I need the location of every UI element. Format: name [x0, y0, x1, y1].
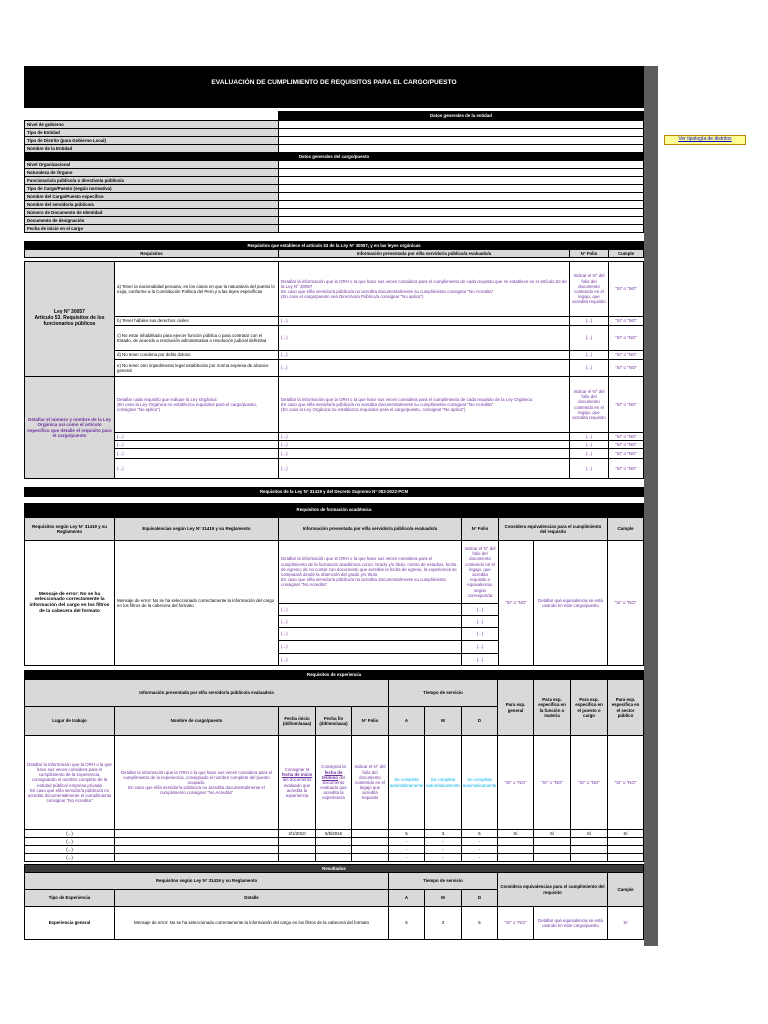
col-fecha-fin: Fecha fin (dd/mm/aaaa) [315, 706, 352, 736]
lugar-cell[interactable]: (...) [24, 829, 115, 838]
folio-instruction[interactable]: Indicar el N° del folio del documento contenido en el legajo que acredita requisito [351, 735, 389, 830]
folio-instruction[interactable]: (...) [569, 458, 609, 479]
cumple-value[interactable]: "SI" o "NO" [608, 359, 644, 377]
detalle-error-message: Mensaje de error: No se ha seleccionado correctamente la información del cargo en los filtros de la cabecera del formato [114, 906, 389, 940]
col-detalle: Detalle [114, 889, 389, 907]
folio-instruction[interactable]: (...) [569, 448, 609, 459]
col-tiempo: Tiempo de servicio [388, 872, 498, 890]
fecha-inicio-cell[interactable] [278, 853, 316, 862]
cumple-value[interactable]: "SI" o "NO" [608, 448, 644, 459]
anos-auto: Se completa automáticamente [388, 735, 425, 830]
folio-instruction[interactable]: Indicar el N° del folio del documento contenido en el legajo, que acredita requisito [569, 376, 609, 433]
exp-general-cell[interactable]: Sí [497, 829, 534, 838]
exp-puesto-value[interactable]: "SI" o "NO" [570, 735, 608, 830]
anos-cell: - [388, 853, 425, 862]
col-requisitos: Requisitos según Ley N° 31419 y su Reglamento [24, 517, 115, 541]
law30057-header: Requisitos que establece el artículo 53 de la Ley N° 30057, y en las leyes orgánicas [24, 241, 644, 250]
col-requisitos: Requisitos [24, 249, 279, 258]
exp-materia-value[interactable]: "SI" o "NO" [533, 735, 571, 830]
cumple-value[interactable]: "SI" o "NO" [608, 316, 644, 326]
field-label: Funcionario/a público/a o directivo/a público/a [24, 176, 279, 185]
cumple-value[interactable]: "SI" o "NO" [608, 325, 644, 351]
law31419-header: Requisitos de la Ley N° 31419 y del Decreto Supremo N° 053-2022-PCM [24, 487, 644, 497]
folio-instruction[interactable]: (...) [569, 350, 609, 360]
experiencia-header: Requisitos de experiencia [24, 670, 644, 680]
folio-instruction[interactable]: (...) [569, 325, 609, 351]
cumple-value[interactable]: "SI" o "NO" [608, 261, 644, 317]
col-cumple: Cumple [607, 517, 644, 541]
nombre-cell[interactable] [114, 853, 279, 862]
requirement: a) Tener la nacionalidad peruana, en los casos en que la naturaleza del puesto lo exija, conforme a la Constitución Política del Perú y a las leyes específicas [114, 261, 279, 317]
cumple-value[interactable]: "SI" o "NO" [608, 458, 644, 479]
exp-puesto-cell[interactable]: Sí [570, 829, 608, 838]
col-tipo-experiencia: Tipo de Experiencia [24, 889, 115, 907]
exp-materia-cell[interactable]: Sí [533, 829, 571, 838]
page-title: EVALUACIÓN DE CUMPLIMIENTO DE REQUISITOS PARA EL CARGO/PUESTO [211, 79, 457, 86]
dias-cell: - [461, 853, 498, 862]
folio-instruction[interactable]: Indicar el N° del folio del documento contenido en el legajo, que acredita requisito [569, 261, 609, 317]
cumple-value[interactable]: "SI" o "NO" [608, 440, 644, 449]
cumple-value[interactable]: "SI" o "NO" [608, 350, 644, 360]
ff-post: del documento evaluado que acredita la experiencia [320, 774, 347, 801]
dias-auto: Se completa automáticamente [461, 735, 498, 830]
folio-ellipsis[interactable]: (...) [461, 615, 499, 628]
cumple-value[interactable]: "SI" o "NO" [608, 432, 644, 441]
info-instruction[interactable]: Detallar la información que la ORH o la que hace sus veces considera para el cumplimiento de la formación académica como: Grado y/o título, centro de estudios, fecha de egreso; de no contar con documento que acredite la fecha de egreso, la experiencia se computará desde la obtención del grado y/o título En caso que el/la servidor/a público/a no acredita documentalmente su cumplimiento consignar "No Acredita" [278, 540, 462, 604]
anos-cell: 5 [388, 829, 425, 838]
field-label: Tipo de Entidad [24, 128, 279, 137]
equivalencia-instruction[interactable]: Detallar qué equivalencia se está usando en este cargo/puesto [533, 540, 608, 666]
col-equivalencias: Equivalencias según Ley N° 31419 y su Reglamento [114, 517, 279, 541]
cumple-value[interactable]: "SI" o "NO" [607, 540, 644, 666]
requirement: b) Tener hábiles sus derechos civiles [114, 316, 279, 326]
info-instruction[interactable]: (...) [278, 448, 570, 459]
requisito-error-message: Mensaje de error: No se ha seleccionado correctamente la información del cargo en los filtros de la cabecera del formato [24, 540, 115, 666]
exp-publico-cell[interactable] [607, 853, 644, 862]
folio-instruction[interactable]: (...) [569, 432, 609, 441]
position-header: Datos generales del cargo/puesto [24, 152, 644, 161]
requirement[interactable]: (...) [114, 440, 279, 449]
side-strip [644, 66, 658, 946]
exp-puesto-cell[interactable] [570, 853, 608, 862]
dias-result: 5 [461, 906, 498, 940]
dias-cell: 5 [461, 829, 498, 838]
info-ellipsis[interactable]: (...) [278, 640, 462, 654]
folio-instruction[interactable]: Indicar el N° del folio del documento contenido en el legajo, que acredita requisito o equivalencia, según corresponda [461, 540, 499, 604]
anos-cell: - [388, 845, 425, 854]
fecha-inicio-cell[interactable]: 2/1/2010 [278, 829, 316, 838]
exp-publico-value[interactable]: "SI" o "NO" [607, 735, 644, 830]
info-instruction[interactable]: (...) [278, 350, 570, 360]
requirement: d) No tener condena por delito doloso [114, 350, 279, 360]
fi-post: del documento evaluado que acredita la experiencia [282, 777, 312, 798]
folio-instruction[interactable]: (...) [569, 440, 609, 449]
field-label: Tipo de Cargo/Puesto (según normativa) [24, 184, 279, 193]
lugar-cell[interactable]: (...) [24, 845, 115, 854]
meses-cell: - [424, 837, 462, 846]
field-label: Nivel de gobierno [24, 120, 279, 129]
col-meses: M [424, 889, 462, 907]
col-dias: D [461, 889, 498, 907]
exp-general-value[interactable]: "SI" o "NO" [497, 735, 534, 830]
equivalencia-instruction[interactable]: Detallar qué equivalencia se está usando en este cargo/puesto [533, 906, 608, 940]
cumple-result: SI [607, 906, 644, 940]
field-label: Naturaleza de Órgano [24, 168, 279, 177]
info-ellipsis[interactable]: (...) [278, 615, 462, 628]
field-label: Nombre del servidor/a público/a [24, 200, 279, 209]
district-typology-link[interactable]: Ver tipología de distritos [664, 135, 746, 145]
field-label: Nombre de la Entidad [24, 144, 279, 153]
col-informacion: Información presentada por el/la servidor/a público/a evaluado/a [278, 249, 570, 258]
ff-pre: Consignar la [321, 764, 346, 770]
meses-auto: Se completa automáticamente [424, 735, 462, 830]
info-ellipsis[interactable]: (...) [278, 627, 462, 641]
entity-header: Datos generales de la entidad [278, 111, 644, 120]
meses-cell: - [424, 845, 462, 854]
info-instruction[interactable]: Detallar la información que la ORH o la que hace sus veces considera para el cumplimiento de cada requisito de la Ley Orgánica. En caso que el/la servidor/a público/a no acredita documentalmente su cumplimiento consignar "No Acredita" (En caso la Ley Orgánica no establezca requisitos para el cargo/puesto, consignar "No aplica") [278, 376, 570, 433]
col-considera: Considera equivalencias para el cumplimiento del requisito [497, 872, 608, 907]
col-fecha-inicio: Fecha inicio (dd/mm/aaaa) [278, 706, 316, 736]
field-label: Tipo de Distrito (para Gobierno Local) [24, 136, 279, 145]
lugar-cell[interactable]: (...) [24, 837, 115, 846]
fecha-fin-instruction[interactable] [315, 735, 352, 830]
field-label: Documento de designación [24, 216, 279, 225]
field-label: Nivel Organizacional [24, 160, 279, 169]
col-folio: N° Folio [569, 249, 609, 258]
equivalencia-error-message: Mensaje de error: No se ha seleccionado correctamente la información del cargo en los filtros de la cabecera del formato [114, 540, 279, 666]
fecha-fin-cell[interactable]: 5/5/2015 [315, 829, 352, 838]
info-group-header: Información presentada por el/la servidor/a público/a evaluado/a [24, 679, 389, 707]
anos-result: 5 [388, 906, 425, 940]
meses-cell: 3 [424, 829, 462, 838]
col-informacion: Información presentada por el/la servidor/a público/a evaluado/a [278, 517, 462, 541]
info-instruction[interactable]: (...) [278, 359, 570, 377]
info-instruction[interactable]: (...) [278, 316, 570, 326]
exp-general-cell[interactable] [497, 853, 534, 862]
requirement[interactable]: (...) [114, 448, 279, 459]
requirement[interactable]: Detallar cada requisito que indique la Ley Orgánica (En caso la Ley Orgánica no establezca requisitos para el cargo/puesto, consignar "No aplica") [114, 376, 279, 433]
resultados-header: Resultados [24, 864, 644, 873]
exp-materia-cell[interactable] [533, 853, 571, 862]
ff-emph: fecha de término [321, 769, 343, 780]
col-requisitos: Requisitos según Ley N° 31419 y su Reglamento [24, 872, 389, 890]
folio-ellipsis[interactable]: (...) [461, 603, 499, 616]
col-cumple: Cumple [608, 249, 644, 258]
folio-instruction[interactable]: (...) [569, 316, 609, 326]
info-instruction[interactable]: (...) [278, 458, 570, 479]
col-nombre-cargo: Nombre de cargo/puesto [114, 706, 279, 736]
field-label: Nombre del Cargo/Puesto específico [24, 192, 279, 201]
col-exp-materia: Para exp. específica en la función o materia [533, 679, 571, 736]
col-meses: M [424, 706, 462, 736]
folio-ellipsis[interactable]: (...) [461, 640, 499, 654]
col-lugar: Lugar de trabajo [24, 706, 115, 736]
col-exp-puesto: Para exp. específica en el puesto o cargo [570, 679, 608, 736]
fi-emph: fecha de inicio [281, 772, 313, 778]
field-label: Número de Documento de Identidad [24, 208, 279, 217]
law30057-group-label: Ley N° 30057 Artículo 53. Requisitos de los funcionarios públicos [24, 261, 115, 377]
nombre-instruction[interactable]: Detallar la información que la ORH o la que hace sus veces considera para el cumplimiento de la experiencia, consignado el nombre completo del puesto ocupado. En caso que el/la servidor/a público/a no acredita documentalmente el cumplimiento consignar "No Acredita" [114, 735, 279, 830]
col-exp-general: Para exp. general [497, 679, 534, 736]
field-label: Fecha de inicio en el cargo [24, 224, 279, 233]
tipo-experiencia: Experiencia general [24, 906, 115, 940]
exp-publico-cell[interactable]: Sí [607, 829, 644, 838]
info-ellipsis[interactable]: (...) [278, 653, 462, 666]
col-folio: N° Folio [461, 517, 499, 541]
dias-cell: - [461, 837, 498, 846]
info-instruction[interactable]: Detallar la información que la ORH o la que hace sus veces considera para el cumplimiento de cada requisito que se establece en el artículo 53 de la Ley N° 30057 En caso que el/la servidor/a público/a no acredita documentalmente su cumplimiento consignar "No Acredita" (En caso el cargo/puesto sea Directivo/a Público/a consignar "No aplica") [278, 261, 570, 317]
title-bar [24, 66, 644, 108]
fi-pre: Consignar la [284, 766, 310, 772]
info-ellipsis[interactable]: (...) [278, 603, 462, 616]
considera-value[interactable]: "SI" o "NO" [497, 906, 534, 940]
requirement: e) No tener otro impedimento legal establecido por norma expresa de alcance general [114, 359, 279, 377]
cumple-value[interactable]: "SI" o "NO" [608, 376, 644, 433]
dias-cell: - [461, 845, 498, 854]
requirement[interactable]: (...) [114, 458, 279, 479]
meses-result: 3 [424, 906, 462, 940]
fecha-fin-cell[interactable] [315, 853, 352, 862]
info-instruction[interactable]: (...) [278, 325, 570, 351]
anos-cell: - [388, 837, 425, 846]
col-anos: A [388, 706, 425, 736]
info-instruction[interactable]: (...) [278, 432, 570, 441]
organic-law-label: Detallar el número y nombre de la Ley Orgánica así como el artículo específico que detalle el requisito para el cargo/puesto [24, 376, 115, 479]
col-folio: N° Folio [351, 706, 389, 736]
info-instruction[interactable]: (...) [278, 440, 570, 449]
lugar-instruction[interactable]: Detallar la información que la ORH o la que hace sus veces considera para el cumplimiento de la experiencia, consignando el nombre completo de la entidad pública/ empresa privada En caso que el/la servidor/a público/a no acredita documentalmente el cumplimiento consignar "No Acredita" [24, 735, 115, 830]
col-cumple: Cumple [607, 872, 644, 907]
formacion-header: Requisitos de formación académica [24, 503, 644, 517]
folio-ellipsis[interactable]: (...) [461, 653, 499, 666]
field-value[interactable] [278, 224, 644, 233]
tiempo-group-header: Tiempo de servicio [388, 679, 498, 707]
requirement[interactable]: (...) [114, 432, 279, 441]
col-dias: D [461, 706, 498, 736]
fecha-inicio-instruction[interactable] [278, 735, 316, 830]
requirement: c) No estar inhabilitado para ejercer función pública o para contratar con el Estado, de acuerdo a resolución administrativa o resolución judicial definitiva [114, 325, 279, 351]
col-exp-publico: Para exp. específica en el sector público [607, 679, 644, 736]
cumple-value[interactable]: "SI" o "NO" [498, 540, 534, 666]
col-anos: A [388, 889, 425, 907]
folio-ellipsis[interactable]: (...) [461, 627, 499, 641]
lugar-cell[interactable]: (...) [24, 853, 115, 862]
col-considera: Considera equivalencias para el cumplimiento del requisito [498, 517, 608, 541]
folio-instruction[interactable]: (...) [569, 359, 609, 377]
folio-cell[interactable] [351, 853, 389, 862]
meses-cell: - [424, 853, 462, 862]
